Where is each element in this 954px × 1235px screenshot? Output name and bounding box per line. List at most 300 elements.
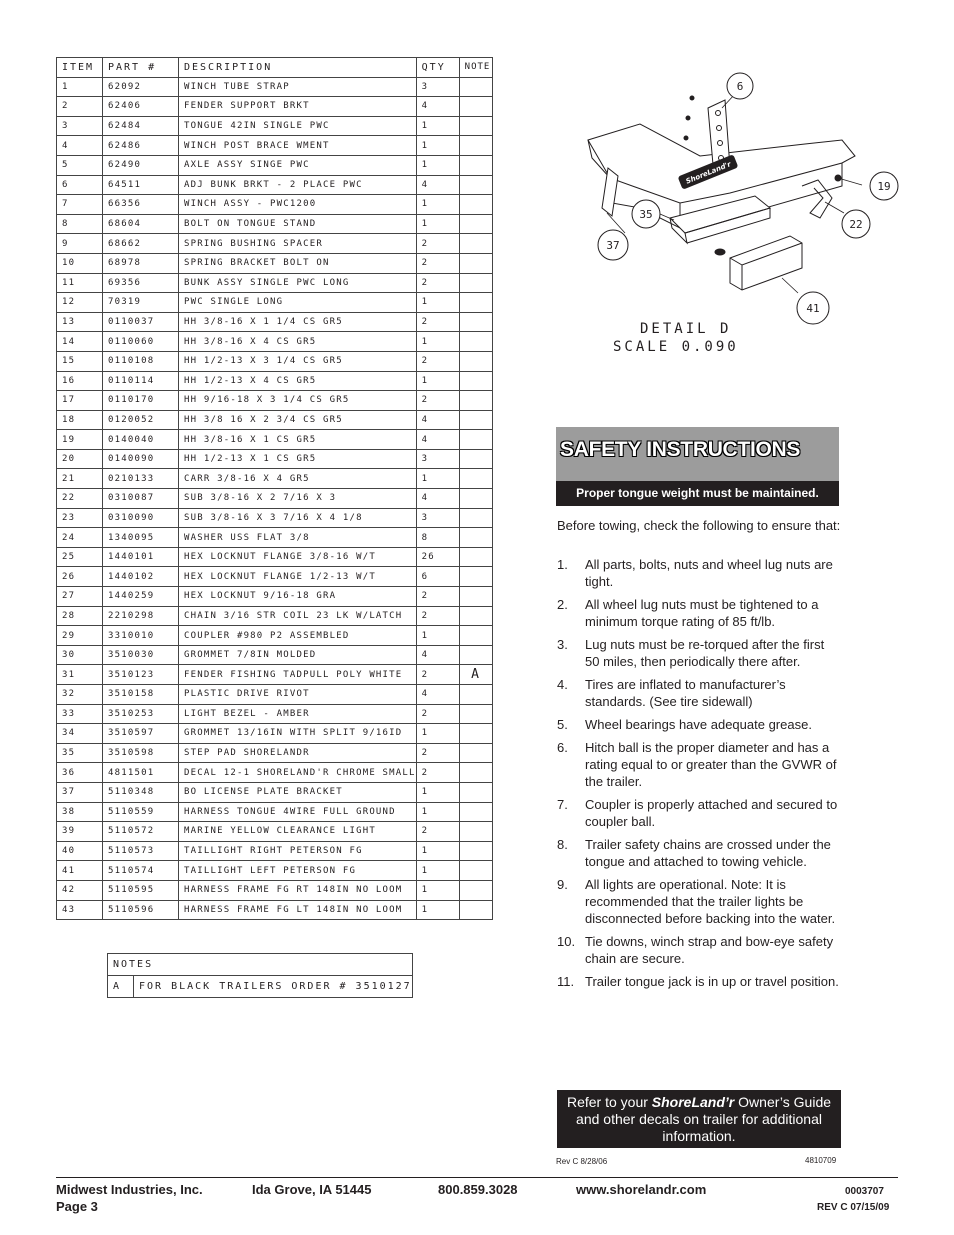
- part-number-cell: 3510597: [103, 724, 179, 744]
- safety-intro: Before towing, check the following to ensure that:: [557, 518, 841, 533]
- qty-cell: 4: [416, 685, 459, 705]
- part-number-cell: 0110060: [103, 332, 179, 352]
- part-number-cell: 64511: [103, 175, 179, 195]
- qty-cell: 2: [416, 743, 459, 763]
- qty-cell: 2: [416, 253, 459, 273]
- description-cell: GROMMET 7/8IN MOLDED: [179, 645, 417, 665]
- list-item: [557, 596, 842, 630]
- note-cell: [459, 861, 492, 881]
- description-cell: HEX LOCKNUT FLANGE 1/2-13 W/T: [179, 567, 417, 587]
- description-cell: HH 1/2-13 X 3 1/4 CS GR5: [179, 351, 417, 371]
- header-qty: QTY: [416, 58, 459, 78]
- part-number-cell: 62406: [103, 97, 179, 117]
- note-cell: [459, 449, 492, 469]
- part-number-cell: 5110574: [103, 861, 179, 881]
- qty-cell: 1: [416, 195, 459, 215]
- footer-divider: [56, 1177, 898, 1178]
- table-row: [57, 234, 493, 254]
- item-cell: 13: [57, 312, 103, 332]
- description-cell: BO LICENSE PLATE BRACKET: [179, 782, 417, 802]
- description-cell: PLASTIC DRIVE RIVOT: [179, 685, 417, 705]
- qty-cell: 3: [416, 77, 459, 97]
- note-text: FOR BLACK TRAILERS ORDER # 3510127: [134, 976, 413, 998]
- refer-owners-guide-box: [557, 1090, 841, 1148]
- list-item: [557, 636, 842, 670]
- note-cell: [459, 508, 492, 528]
- description-cell: WINCH TUBE STRAP: [179, 77, 417, 97]
- list-item-text: All wheel lug nuts must be tightened to a minimum torque rating of 85 ft/lb.: [585, 597, 819, 629]
- part-number-cell: 5110573: [103, 841, 179, 861]
- qty-cell: 3: [416, 449, 459, 469]
- part-number-cell: 69356: [103, 273, 179, 293]
- list-item-number: 2.: [557, 597, 568, 612]
- item-cell: 7: [57, 195, 103, 215]
- notes-row: [108, 976, 413, 998]
- list-item: [557, 739, 842, 790]
- description-cell: GROMMET 13/16IN WITH SPLIT 9/16ID: [179, 724, 417, 744]
- note-cell: [459, 410, 492, 430]
- item-cell: 39: [57, 822, 103, 842]
- list-item-text: Tires are inflated to manufacturer’s standards. (See tire sidewall): [585, 677, 786, 709]
- detail-d-diagram: [580, 68, 910, 368]
- footer-phone: 800.859.3028: [438, 1182, 518, 1197]
- leader-line-22: [825, 202, 844, 213]
- u-bolt-shape: [802, 180, 832, 218]
- table-row: [57, 802, 493, 822]
- part-number-cell: 70319: [103, 293, 179, 313]
- description-cell: BOLT ON TONGUE STAND: [179, 214, 417, 234]
- note-cell: [459, 547, 492, 567]
- item-cell: 4: [57, 136, 103, 156]
- note-cell: [459, 77, 492, 97]
- list-item-number: 10.: [557, 934, 576, 949]
- scale-label: SCALE 0.090: [613, 339, 739, 355]
- header-note: NOTE: [459, 58, 492, 78]
- list-item: [557, 973, 842, 990]
- part-number-cell: 3510030: [103, 645, 179, 665]
- item-cell: 21: [57, 469, 103, 489]
- item-cell: 10: [57, 253, 103, 273]
- item-cell: 24: [57, 528, 103, 548]
- description-cell: WINCH ASSY - PWC1200: [179, 195, 417, 215]
- note-cell: [459, 841, 492, 861]
- part-number-cell: 1340095: [103, 528, 179, 548]
- note-cell: [459, 645, 492, 665]
- safety-title: SAFETY INSTRUCTIONS: [560, 438, 801, 461]
- item-cell: 29: [57, 626, 103, 646]
- note-cell: [459, 724, 492, 744]
- table-row: [57, 155, 493, 175]
- safety-header: [556, 427, 839, 481]
- qty-cell: 1: [416, 861, 459, 881]
- description-cell: AXLE ASSY SINGE PWC: [179, 155, 417, 175]
- decal-text: ShoreLand'r: [684, 160, 733, 186]
- qty-cell: 1: [416, 802, 459, 822]
- qty-cell: 2: [416, 312, 459, 332]
- detail-label: DETAIL D: [640, 321, 732, 337]
- qty-cell: 4: [416, 410, 459, 430]
- description-cell: HH 3/8-16 X 4 CS GR5: [179, 332, 417, 352]
- item-cell: 11: [57, 273, 103, 293]
- item-cell: 35: [57, 743, 103, 763]
- part-number-cell: 0140090: [103, 449, 179, 469]
- note-cell: [459, 234, 492, 254]
- item-cell: 12: [57, 293, 103, 313]
- table-row: [57, 528, 493, 548]
- note-cell: [459, 685, 492, 705]
- part-number-cell: 0120052: [103, 410, 179, 430]
- table-row: [57, 195, 493, 215]
- item-cell: 31: [57, 665, 103, 685]
- table-row: [57, 449, 493, 469]
- table-row: [57, 469, 493, 489]
- description-cell: FENDER FISHING TADPULL POLY WHITE: [179, 665, 417, 685]
- table-row: [57, 724, 493, 744]
- description-cell: SPRING BRACKET BOLT ON: [179, 253, 417, 273]
- callout-37: 37: [606, 239, 620, 252]
- list-item-text: All parts, bolts, nuts and wheel lug nuts are tight.: [585, 557, 833, 589]
- parts-list-table: [56, 57, 493, 920]
- part-number-cell: 1440259: [103, 587, 179, 607]
- note-cell: [459, 312, 492, 332]
- safety-subtitle: Proper tongue weight must be maintained.: [556, 481, 839, 506]
- qty-cell: 4: [416, 175, 459, 195]
- description-cell: WINCH POST BRACE WMENT: [179, 136, 417, 156]
- license-bracket-shape: [602, 168, 618, 216]
- note-cell: [459, 606, 492, 626]
- description-cell: WASHER USS FLAT 3/8: [179, 528, 417, 548]
- part-number-cell: 0310087: [103, 489, 179, 509]
- note-cell: [459, 371, 492, 391]
- part-number-cell: 3510253: [103, 704, 179, 724]
- note-cell: [459, 430, 492, 450]
- item-cell: 17: [57, 391, 103, 411]
- qty-cell: 1: [416, 841, 459, 861]
- description-cell: COUPLER #980 P2 ASSEMBLED: [179, 626, 417, 646]
- list-item: [557, 796, 842, 830]
- list-item-number: 5.: [557, 717, 568, 732]
- list-item: [557, 836, 842, 870]
- table-row: [57, 861, 493, 881]
- table-row: [57, 312, 493, 332]
- table-row: [57, 704, 493, 724]
- description-cell: LIGHT BEZEL - AMBER: [179, 704, 417, 724]
- table-row: [57, 782, 493, 802]
- description-cell: HH 3/8-16 X 1 1/4 CS GR5: [179, 312, 417, 332]
- list-item-text: Wheel bearings have adequate grease.: [585, 717, 812, 732]
- note-cell: [459, 489, 492, 509]
- note-cell: [459, 900, 492, 920]
- footer-page: Page 3: [56, 1199, 98, 1214]
- table-row: [57, 489, 493, 509]
- description-cell: DECAL 12-1 SHORELAND'R CHROME SMALL: [179, 763, 417, 783]
- part-number-cell: 62092: [103, 77, 179, 97]
- qty-cell: 6: [416, 567, 459, 587]
- list-item: [557, 933, 842, 967]
- item-cell: 2: [57, 97, 103, 117]
- item-cell: 14: [57, 332, 103, 352]
- note-cell: [459, 273, 492, 293]
- item-cell: 42: [57, 880, 103, 900]
- notes-header-row: [108, 954, 413, 976]
- note-cell: [459, 332, 492, 352]
- description-cell: FENDER SUPPORT BRKT: [179, 97, 417, 117]
- part-number-cell: 2210298: [103, 606, 179, 626]
- part-number-cell: 68604: [103, 214, 179, 234]
- description-cell: HEX LOCKNUT 9/16-18 GRA: [179, 587, 417, 607]
- note-cell: [459, 155, 492, 175]
- part-number-cell: 3510158: [103, 685, 179, 705]
- list-item-text: Hitch ball is the proper diameter and has a rating equal to or greater than the GVWR of the trailer.: [585, 740, 837, 789]
- note-cell: [459, 391, 492, 411]
- list-item-text: Tie downs, winch strap and bow-eye safety chain are secure.: [585, 934, 834, 966]
- qty-cell: 2: [416, 704, 459, 724]
- list-item-number: 7.: [557, 797, 568, 812]
- note-cell: [459, 763, 492, 783]
- note-cell: [459, 293, 492, 313]
- part-number-cell: 1440102: [103, 567, 179, 587]
- note-cell: [459, 528, 492, 548]
- table-row: [57, 822, 493, 842]
- qty-cell: 2: [416, 763, 459, 783]
- item-cell: 1: [57, 77, 103, 97]
- item-cell: 19: [57, 430, 103, 450]
- item-cell: 8: [57, 214, 103, 234]
- table-row: [57, 508, 493, 528]
- qty-cell: 2: [416, 391, 459, 411]
- part-number-cell: 66356: [103, 195, 179, 215]
- list-item: [557, 556, 842, 590]
- qty-cell: 1: [416, 880, 459, 900]
- footer-doc-number: 0003707: [845, 1186, 884, 1197]
- table-row: [57, 645, 493, 665]
- item-cell: 3: [57, 116, 103, 136]
- part-number-cell: 5110596: [103, 900, 179, 920]
- taillight-shape: [730, 236, 802, 290]
- qty-cell: 1: [416, 371, 459, 391]
- part-number-cell: 3510598: [103, 743, 179, 763]
- list-item-text: Lug nuts must be re-torqued after the first 50 miles, then periodically there after.: [585, 637, 825, 669]
- table-row: [57, 743, 493, 763]
- note-cell: [459, 743, 492, 763]
- description-cell: HARNESS FRAME FG RT 148IN NO LOOM: [179, 880, 417, 900]
- table-row: [57, 97, 493, 117]
- table-row: [57, 332, 493, 352]
- description-cell: TONGUE 42IN SINGLE PWC: [179, 116, 417, 136]
- note-cell: [459, 626, 492, 646]
- table-row: [57, 116, 493, 136]
- part-number-cell: 68978: [103, 253, 179, 273]
- description-cell: HH 1/2-13 X 1 CS GR5: [179, 449, 417, 469]
- description-cell: HH 1/2-13 X 4 CS GR5: [179, 371, 417, 391]
- parts-table-body: [57, 77, 493, 920]
- item-cell: 28: [57, 606, 103, 626]
- description-cell: HH 9/16-18 X 3 1/4 CS GR5: [179, 391, 417, 411]
- table-row: [57, 880, 493, 900]
- description-cell: PWC SINGLE LONG: [179, 293, 417, 313]
- table-row: [57, 606, 493, 626]
- table-row: [57, 587, 493, 607]
- item-cell: 40: [57, 841, 103, 861]
- description-cell: MARINE YELLOW CLEARANCE LIGHT: [179, 822, 417, 842]
- qty-cell: 4: [416, 489, 459, 509]
- refer-brand: ShoreLand’r: [651, 1094, 735, 1110]
- list-item-number: 3.: [557, 637, 568, 652]
- qty-cell: 1: [416, 724, 459, 744]
- description-cell: TAILLIGHT LEFT PETERSON FG: [179, 861, 417, 881]
- note-cell: [459, 116, 492, 136]
- table-row: [57, 900, 493, 920]
- list-item-number: 8.: [557, 837, 568, 852]
- item-cell: 22: [57, 489, 103, 509]
- note-cell: [459, 802, 492, 822]
- qty-cell: 26: [416, 547, 459, 567]
- list-item: [557, 676, 842, 710]
- qty-cell: 4: [416, 430, 459, 450]
- notes-table: [107, 953, 413, 998]
- part-number-cell: 4811501: [103, 763, 179, 783]
- safety-checklist: [557, 556, 842, 996]
- table-row: [57, 763, 493, 783]
- note-cell: [459, 97, 492, 117]
- description-cell: BUNK ASSY SINGLE PWC LONG: [179, 273, 417, 293]
- qty-cell: 1: [416, 900, 459, 920]
- qty-cell: 2: [416, 822, 459, 842]
- qty-cell: 1: [416, 136, 459, 156]
- part-number-cell: 5110572: [103, 822, 179, 842]
- header-part-number: PART #: [103, 58, 179, 78]
- item-cell: 38: [57, 802, 103, 822]
- callout-35: 35: [639, 208, 653, 221]
- table-row: [57, 430, 493, 450]
- note-cell: [459, 175, 492, 195]
- part-number-cell: 0310090: [103, 508, 179, 528]
- description-cell: HH 3/8-16 X 1 CS GR5: [179, 430, 417, 450]
- item-cell: 34: [57, 724, 103, 744]
- header-item: ITEM: [57, 58, 103, 78]
- table-row: [57, 77, 493, 97]
- table-row: [57, 351, 493, 371]
- qty-cell: 1: [416, 214, 459, 234]
- part-number-cell: 0140040: [103, 430, 179, 450]
- table-row: [57, 293, 493, 313]
- footer-website: www.shorelandr.com: [576, 1182, 707, 1197]
- bolt-icon: [690, 96, 694, 100]
- table-row: [57, 214, 493, 234]
- table-row: [57, 685, 493, 705]
- decal-number: 4810709: [805, 1156, 837, 1165]
- refer-suffix: Owner’s Guide and other decals on trailer for additional information.: [576, 1094, 832, 1144]
- item-cell: 16: [57, 371, 103, 391]
- note-cell: A: [459, 665, 492, 685]
- note-cell: [459, 880, 492, 900]
- part-number-cell: 0110037: [103, 312, 179, 332]
- qty-cell: 1: [416, 116, 459, 136]
- qty-cell: 1: [416, 782, 459, 802]
- note-cell: [459, 136, 492, 156]
- qty-cell: 4: [416, 97, 459, 117]
- description-cell: HH 3/8 16 X 2 3/4 CS GR5: [179, 410, 417, 430]
- table-row: [57, 547, 493, 567]
- table-row: [57, 410, 493, 430]
- qty-cell: 1: [416, 155, 459, 175]
- item-cell: 32: [57, 685, 103, 705]
- item-cell: 5: [57, 155, 103, 175]
- note-cell: [459, 351, 492, 371]
- parts-table-header-row: [57, 58, 493, 78]
- part-number-cell: 5110559: [103, 802, 179, 822]
- list-item-text: Trailer safety chains are crossed under the tongue and attached to towing vehicle.: [585, 837, 831, 869]
- part-number-cell: 0110170: [103, 391, 179, 411]
- list-item-text: All lights are operational. Note: It is recommended that the trailer lights be disconnected before backing into the water.: [585, 877, 836, 926]
- item-cell: 37: [57, 782, 103, 802]
- description-cell: HARNESS FRAME FG LT 148IN NO LOOM: [179, 900, 417, 920]
- qty-cell: 2: [416, 351, 459, 371]
- table-row: [57, 273, 493, 293]
- item-cell: 43: [57, 900, 103, 920]
- part-number-cell: 5110348: [103, 782, 179, 802]
- callout-22: 22: [849, 218, 863, 231]
- item-cell: 30: [57, 645, 103, 665]
- list-item-number: 11.: [557, 974, 575, 989]
- qty-cell: 2: [416, 234, 459, 254]
- decal-revision: Rev C 8/28/06: [556, 1157, 608, 1166]
- list-item: [557, 716, 842, 733]
- description-cell: CHAIN 3/16 STR COIL 23 LK W/LATCH: [179, 606, 417, 626]
- item-cell: 9: [57, 234, 103, 254]
- part-number-cell: 3310010: [103, 626, 179, 646]
- callout-19: 19: [877, 180, 891, 193]
- part-number-cell: 62490: [103, 155, 179, 175]
- list-item-number: 4.: [557, 677, 568, 692]
- bolt-icon: [686, 116, 690, 120]
- list-item-text: Trailer tongue jack is in up or travel position.: [585, 974, 839, 989]
- refer-prefix: Refer to your: [566, 1094, 652, 1110]
- note-cell: [459, 253, 492, 273]
- part-number-cell: 68662: [103, 234, 179, 254]
- qty-cell: 2: [416, 665, 459, 685]
- nut-icon: [715, 249, 725, 255]
- list-item: [557, 876, 842, 927]
- note-cell: [459, 469, 492, 489]
- table-row: [57, 665, 493, 685]
- part-number-cell: 0210133: [103, 469, 179, 489]
- qty-cell: 1: [416, 626, 459, 646]
- description-cell: CARR 3/8-16 X 4 GR5: [179, 469, 417, 489]
- table-row: [57, 391, 493, 411]
- table-row: [57, 371, 493, 391]
- callout-6: 6: [736, 80, 744, 93]
- note-cell: [459, 782, 492, 802]
- item-cell: 41: [57, 861, 103, 881]
- part-number-cell: 0110114: [103, 371, 179, 391]
- qty-cell: 1: [416, 469, 459, 489]
- item-cell: 15: [57, 351, 103, 371]
- part-number-cell: 62484: [103, 116, 179, 136]
- description-cell: ADJ BUNK BRKT - 2 PLACE PWC: [179, 175, 417, 195]
- qty-cell: 1: [416, 293, 459, 313]
- table-row: [57, 136, 493, 156]
- qty-cell: 8: [416, 528, 459, 548]
- item-cell: 27: [57, 587, 103, 607]
- qty-cell: 1: [416, 332, 459, 352]
- notes-header: NOTES: [108, 954, 413, 976]
- note-cell: [459, 587, 492, 607]
- callout-41: 41: [806, 302, 820, 315]
- footer-company: Midwest Industries, Inc.: [56, 1182, 203, 1197]
- part-number-cell: 5110595: [103, 880, 179, 900]
- list-item-number: 6.: [557, 740, 568, 755]
